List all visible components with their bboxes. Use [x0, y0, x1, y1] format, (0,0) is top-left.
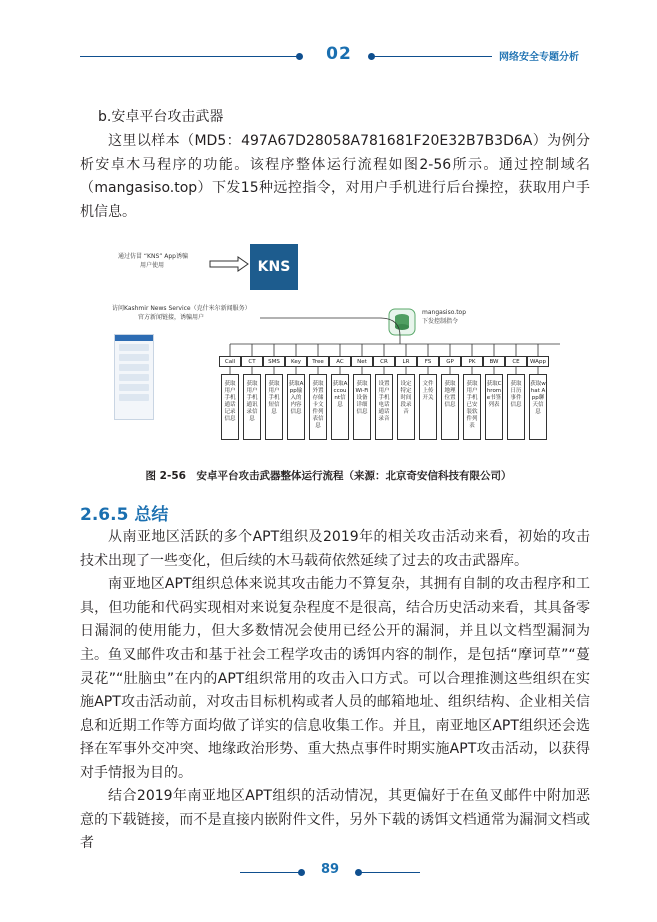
header-rule-right: [372, 56, 492, 57]
fn-call-log: 获取用户手机通话记录信息: [221, 374, 239, 440]
footer-dot-left: [298, 869, 305, 876]
fn-sms: 获取用户手机短信息: [265, 374, 283, 440]
fn-call-record: 设置用户手机电话通话录音: [375, 374, 393, 440]
subsection-heading: b.安卓平台攻击武器: [98, 109, 224, 125]
cmd-fs: FS: [417, 356, 439, 367]
summary-paragraph-1: 从南亚地区活跃的多个APT组织及2019年的相关攻击活动来看，初始的攻击技术出现了一些变化，但后续的木马载荷依然延续了过去的攻击武器库。: [80, 529, 590, 569]
fn-timed-record: 设定特定时间段录音: [397, 374, 415, 440]
fn-packages: 获取用户手机已安装软件列表: [463, 374, 481, 440]
summary-paragraph-2: 南亚地区APT组织总体来说其攻击能力不算复杂，其拥有自制的攻击程序和工具，但功能和代码实现相对来说复杂程度不是很高，结合历史活动来看，其具备零日漏洞的使用能力，但大多数情况会使用已经公开的漏洞，并且以文档型漏洞为主。: [80, 576, 590, 663]
fn-calendar: 获取日历事件信息: [507, 374, 525, 440]
fn-file-tree: 获取外置存储卡文件列表信息: [309, 374, 327, 440]
disguise-text-2: 用户使用: [140, 262, 165, 269]
cmd-wapp: WApp: [527, 356, 549, 367]
footer-rule-right: [360, 872, 420, 873]
section-heading: 2.6.5 总结: [80, 505, 169, 525]
fn-account: 获取Account信息: [331, 374, 349, 440]
fn-whatsapp: 获取what App聊天信息: [529, 374, 547, 440]
fn-bookmarks: 获取Chrome书签列表: [485, 374, 503, 440]
disguise-text-1: 通过仿冒 “KNS” App诱骗: [118, 253, 188, 260]
cmd-cr: CR: [373, 356, 395, 367]
cmd-ce: CE: [505, 356, 527, 367]
header-rule-left: [80, 56, 298, 57]
domain-text-1: mangasiso.top: [422, 309, 467, 316]
fn-contacts: 获取用户手机通讯录信息: [243, 374, 261, 440]
fn-file-upload: 文件上传开关: [419, 374, 437, 440]
summary-paragraph-3: 鱼叉邮件攻击和基于社会工程学攻击的诱饵内容的制作，是包括“摩诃草”“蔓灵花”“肚脑虫”在内的APT组织常用的攻击入口方式。可以合理推测这些组织在实施APT攻击活动前，对攻击目标机构或者人员的邮箱地址、组织结构、企业相关信息和近期工作等方面均做了详实的信息收集工作。并且，南亚地区APT组织还会选择在军事外交冲突、地缘政治形势、重大热点事件时期实施APT攻击活动，以获得对手情报为目的。: [80, 647, 590, 781]
cmd-call: Call: [219, 356, 241, 367]
cmd-ct: CT: [241, 356, 263, 367]
cmd-key: Key: [285, 356, 307, 367]
footer-rule-left: [240, 872, 300, 873]
cmd-lr: LR: [395, 356, 417, 367]
cmd-pk: PK: [461, 356, 483, 367]
cmd-net: Net: [351, 356, 373, 367]
fn-gps: 获取地理位置信息: [441, 374, 459, 440]
flow-figure: [110, 240, 570, 460]
domain-text-2: 下发控制指令: [422, 318, 459, 325]
figure-caption: 图 2-56 安卓平台攻击武器整体运行流程（来源：北京奇安信科技有限公司）: [145, 470, 512, 482]
chapter-number: 02: [326, 44, 352, 64]
cmd-sms: SMS: [263, 356, 285, 367]
summary-paragraph-4: 结合2019年南亚地区APT组织的活动情况，其更偏好于在鱼叉邮件中附加恶意的下载链接，而不是直接内嵌附件文件，另外下载的诱饵文档通常为漏洞文档或者: [80, 788, 590, 851]
cmd-gp: GP: [439, 356, 461, 367]
cmd-tree: Tree: [307, 356, 329, 367]
cmd-bw: BW: [483, 356, 505, 367]
cmd-ac: AC: [329, 356, 351, 367]
visit-text-1: 访问Kashmir News Service（克什米尔新闻服务）: [112, 305, 251, 312]
kns-logo-text: KNS: [257, 259, 291, 275]
visit-text-2: 官方新闻链接，诱骗用户: [138, 314, 205, 321]
intro-paragraph: 这里以样本（MD5：497A67D28058A781681F20E32B7B3D6A）为例分析安卓木马程序的功能。该程序整体运行流程如图2-56所示。通过控制域名（mangasiso.top）下发15种远控指令，对用户手机进行后台操控，获取用户手机信息。: [80, 133, 590, 220]
header-title: 网络安全专题分析: [499, 52, 579, 63]
header-dot-left: [296, 53, 303, 60]
fn-keylog: 获取App输入的内容信息: [287, 374, 305, 440]
fn-wifi: 获取Wi-Fi设备详细信息: [353, 374, 371, 440]
page-number: 89: [320, 862, 340, 877]
